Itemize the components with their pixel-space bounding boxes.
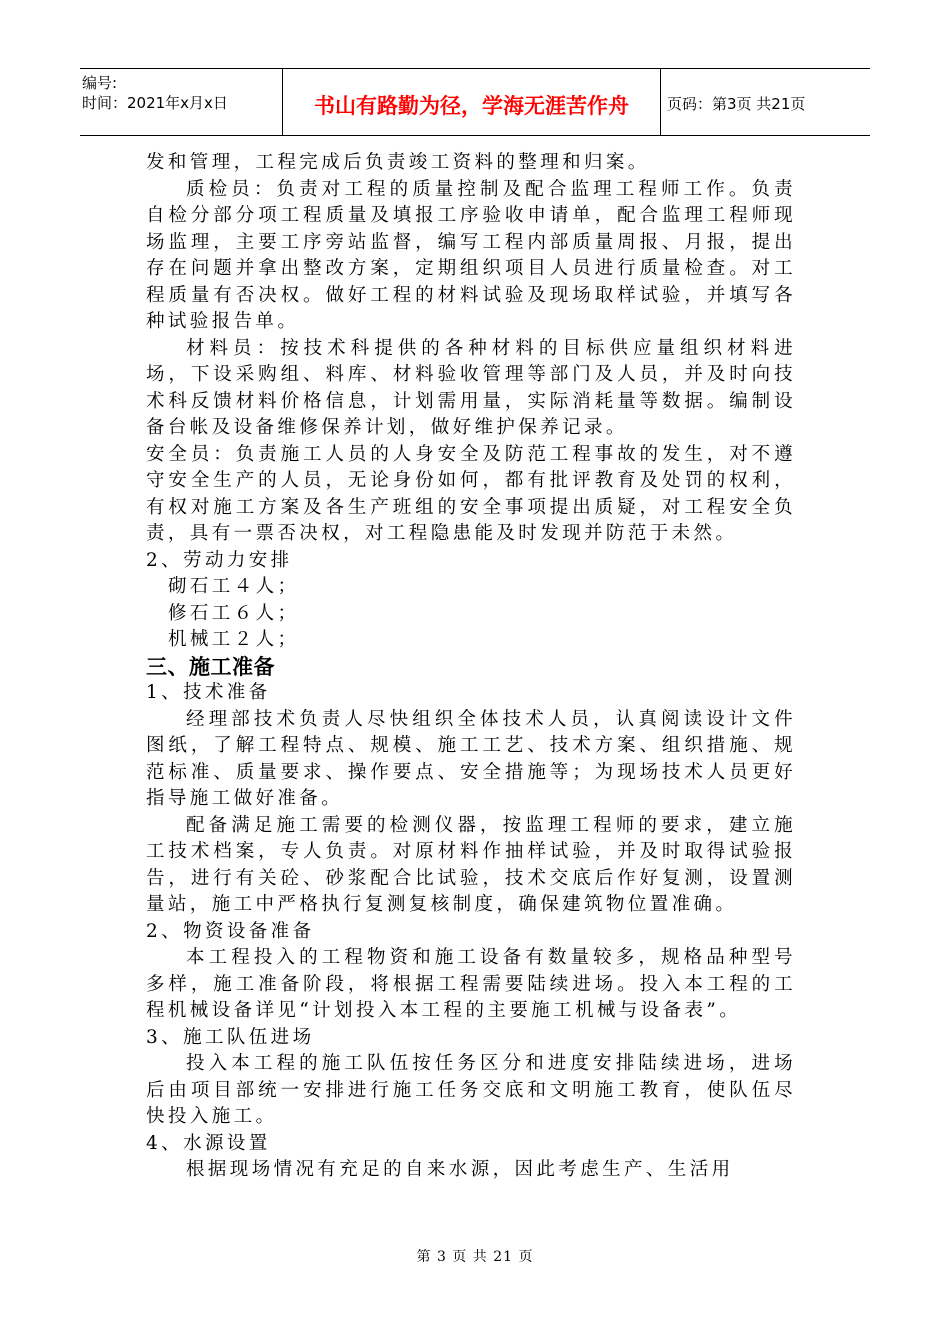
- labor-item-masons: 砌石工４人；: [168, 576, 300, 597]
- paragraph-safety-officer: 安全员：负责施工人员的人身安全及防范工程事故的发生，对不遵守安全生产的人员，无论身份如何，都有批评教育及处罚的权利，有权对施工方案及各生产班组的安全事项提出质疑，对工程安全负责，具有一票否决权，对工程隐患能及时发现并防范于未然。: [146, 443, 796, 544]
- paragraph-continuation: 发和管理，工程完成后负责竣工资料的整理和归案。: [146, 152, 650, 173]
- document-date-label: 时间：2021年x月x日: [82, 94, 228, 112]
- labor-item-machine-operators: 机械工２人；: [168, 629, 300, 650]
- paragraph-quality-inspector: 质检员：负责对工程的质量控制及配合监理工程师工作。负责自检分部分项工程质量及填报工序验收申请单，配合监理工程师现场监理，主要工序旁站监督，编写工程内部质量周报、月报，提出存在问题并拿出整改方案，定期组织项目人员进行质量检查。对工程质量有否决权。做好工程的材料试验及现场取样试验，并填写各种试验报告单。: [146, 178, 796, 332]
- subheading-technical-prep: 1、技术准备: [146, 682, 271, 703]
- subheading-materials-equipment: 2、物资设备准备: [146, 920, 315, 942]
- subheading-team-entry: 3、施工队伍进场: [146, 1026, 315, 1048]
- header-motto: 书山有路勤为径，学海无涯苦作舟: [283, 69, 661, 135]
- header-meta: [80, 69, 283, 135]
- document-number-label: 编号:: [82, 74, 118, 92]
- page-header: [80, 68, 870, 136]
- paragraph-water-source: 根据现场情况有充足的自来水源，因此考虑生产、生活用: [186, 1159, 734, 1180]
- paragraph-material-officer: 材料员：按技术科提供的各种材料的目标供应量组织材料进场，下设采购组、料库、材料验收管理等部门及人员，并及时向技术科反馈材料价格信息，计划需用量，实际消耗量等数据。编制设备台帐及设备维修保养计划，做好维护保养记录。: [146, 337, 796, 438]
- header-page-info: 页码：第3页 共21页: [667, 94, 806, 113]
- labor-item-stone-dressers: 修石工６人；: [168, 602, 300, 624]
- paragraph-team-entry: 投入本工程的施工队伍按任务区分和进度安排陆续进场，进场后由项目部统一安排进行施工任务交底和文明施工教育，使队伍尽快投入施工。: [146, 1053, 796, 1127]
- paragraph-materials-equipment: 本工程投入的工程物资和施工设备有数量较多，规格品种型号多样，施工准备阶段，将根据工程需要陆续进场。投入本工程的工程机械设备详见“计划投入本工程的主要施工机械与设备表”。: [146, 947, 796, 1021]
- labor-heading: 2、劳动力安排: [146, 549, 293, 571]
- page-footer: 第 3 页 共 21 页: [416, 1249, 534, 1265]
- document-body: [146, 150, 796, 1184]
- section-heading-construction-prep: 三、施工准备: [146, 654, 275, 679]
- paragraph-technical-prep-1: 经理部技术负责人尽快组织全体技术人员，认真阅读设计文件图纸，了解工程特点、规模、施工工艺、技术方案、组织措施、规范标准、质量要求、操作要点、安全措施等；为现场技术人员更好指导施工做好准备。: [146, 708, 796, 809]
- subheading-water-source: 4、水源设置: [146, 1132, 271, 1154]
- paragraph-technical-prep-2: 配备满足施工需要的检测仪器，按监理工程师的要求，建立施工技术档案，专人负责。对原材料作抽样试验，并及时取得试验报告，进行有关砼、砂浆配合比试验，技术交底后作好复测，设置测量站，施工中严格执行复测复核制度，确保建筑物位置准确。: [146, 814, 796, 915]
